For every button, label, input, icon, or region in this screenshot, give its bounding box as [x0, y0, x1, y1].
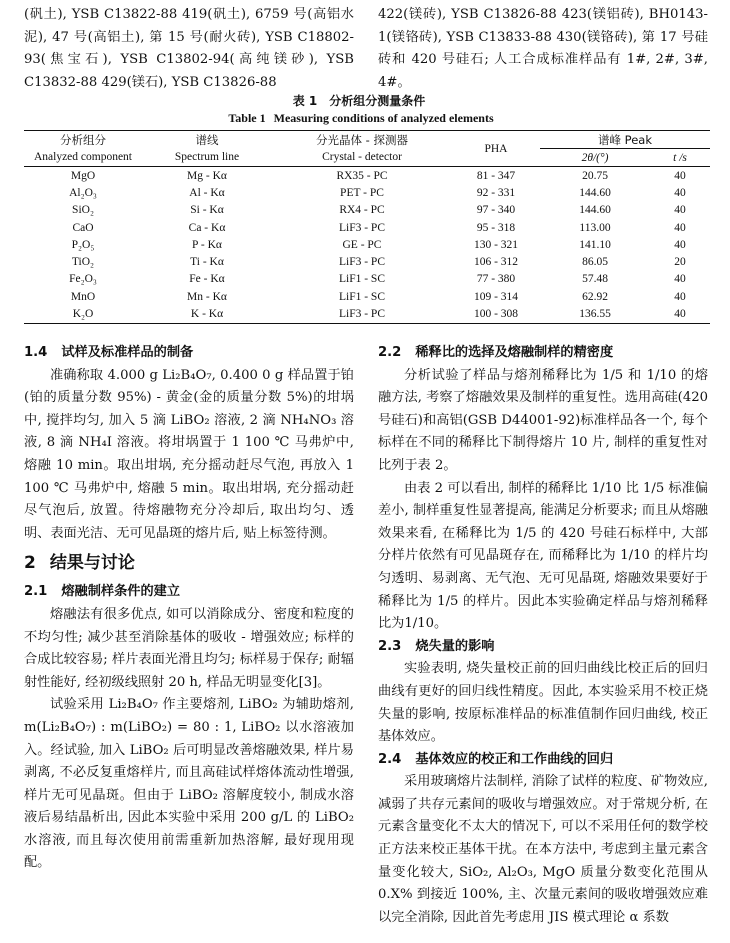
header-pha: PHA: [452, 131, 540, 167]
section-number: 2.4: [378, 751, 402, 767]
header-two-theta: 2θ/(°): [540, 149, 650, 167]
crystal-detector-cell: LiF1 - SC: [338, 273, 385, 286]
header-crystal-en: Crystal - detector: [272, 149, 452, 167]
pha-cell: 109 - 314: [473, 290, 519, 303]
time-cell: 40: [650, 305, 710, 323]
component-cell: K₂O: [24, 305, 142, 323]
crystal-detector-cell: LiF3 - PC: [272, 305, 452, 323]
section-2-2-heading: [378, 342, 708, 365]
time-cell: 40: [674, 273, 686, 286]
section-number: 2.3: [378, 638, 402, 654]
crystal-detector-cell: PET - PC: [340, 186, 384, 199]
component-cell: Al₂O₃: [69, 186, 97, 199]
crystal-detector-cell: LiF3 - PC: [338, 221, 385, 234]
crystal-detector-cell: GE - PC: [342, 238, 382, 251]
spectrum-line-cell: Mg - Kα: [187, 169, 227, 182]
section-title: 烧失量的影响: [415, 638, 495, 654]
section-2-heading: [24, 547, 354, 579]
time-cell: 40: [674, 290, 686, 303]
section-2-2-paragraph-1: 分析试验了样品与熔剂稀释比为 1/5 和 1/10 的熔融方法, 考察了熔融效果及制样的重复性。选用高硅(420 号硅石)和高铝(GSB D44001-92)标准样品各一个, 每个标样在不同的稀释比下制得熔片 10 片, 制样的重复性对比列于表 2。: [378, 367, 708, 473]
section-number: 1.4: [24, 345, 48, 360]
section-2-1-paragraph-1: 熔融法有很多优点, 如可以消除成分、密度和粒度的不均匀性; 减少甚至消除基体的吸收 - 增强效应; 标样的合成比较容易; 样片表面光滑且均匀; 标样易于保存; 耐辐射性能好, 经初级线照射 20 h, 样品无明显变化[3]。: [24, 606, 354, 690]
table-row: [24, 253, 710, 270]
table-row: [24, 236, 710, 253]
component-cell: MgO: [70, 169, 96, 182]
section-2-3-heading: [378, 636, 708, 659]
top-right-column: [378, 4, 708, 94]
two-theta-cell: 141.10: [579, 238, 611, 251]
top-left-paragraph: (矾土), YSB C13822-88 419(矾土), 6759 号(高铝水泥), 47 号(高铝土), 第 15 号(耐火砖), YSB C18802-93(焦宝石), YSB C13802-94(高纯镁砂), YSB C13832-88 429(镁石), YSB C13826-88: [24, 7, 354, 90]
table-row: [24, 202, 710, 219]
section-number: 2.1: [24, 584, 48, 600]
table-number-cn: 表 1: [292, 94, 318, 108]
table-row: [24, 288, 710, 305]
table-body: [24, 167, 710, 324]
time-cell: 40: [674, 238, 686, 251]
top-right-paragraph: 422(镁砖), YSB C13826-88 423(镁铝砖), BH0143-1(镁铬砖), YSB C13833-88 430(镁铬砖), 第 17 号硅砖和 420 号硅石; 人工合成标准样品有 1#, 2#, 3#, 4#。: [378, 7, 708, 90]
table-title-en: Measuring conditions of analyzed elements: [273, 111, 494, 125]
crystal-detector-cell: RX4 - PC: [339, 204, 385, 217]
time-cell: 40: [674, 169, 686, 182]
time-cell: 40: [674, 204, 686, 217]
section-1-4-paragraph: 准确称取 4.000 g Li₂B₄O₇, 0.400 0 g 样品置于铂(铂的质量分数 95%) - 黄金(金的质量分数 5%)的坩埚中, 搅拌均匀, 加入 5 滴 LiBO₂ 溶液, 2 滴 NH₄NO₃ 溶液, 8 滴 NH₄I 溶液。将坩埚置于 1 100 ℃ 马弗炉中, 熔融 10 min。取出坩埚, 充分摇动赶尽气泡, 再放入 1 100 ℃ 马弗炉中, 熔融 5 min。取出坩埚, 充分摇动赶尽气泡后, 放置。待熔融物充分冷却后, 取出均匀、透明、表面光洁、无可见晶斑的熔片后, 贴上标签待测。: [24, 367, 354, 541]
table-number-en: Table 1: [228, 111, 266, 125]
section-2-1-paragraph-2: 试验采用 Li₂B₄O₇ 作主要熔剂, LiBO₂ 为辅助熔剂, m(Li₂B₄O₇) : m(LiBO₂) = 80 : 1, LiBO₂ 以水溶液加入。经试验, 加入 LiBO₂ 后可明显改善熔融效果, 样片易剥离, 不必反复重熔样片, 而且高硅试样熔体流动性增强, 样片无可见晶斑。但由于 LiBO₂ 溶解度较小, 制成水溶液后易结晶析出, 因此本实验中采用 200 g/L 的 LiBO₂ 水溶液, 而且每次使用前需重新加热溶解, 最好现用现配。: [24, 697, 354, 871]
table-row: [24, 271, 710, 288]
pha-cell: 77 - 380: [476, 273, 516, 286]
table-row: [24, 167, 710, 185]
crystal-detector-cell: RX35 - PC: [336, 169, 388, 182]
two-theta-cell: 57.48: [582, 273, 608, 286]
header-time: t /s: [650, 149, 710, 167]
section-title: 试样及标准样品的制备: [61, 345, 194, 360]
section-1-4-heading: [24, 342, 354, 365]
section-number: 2.2: [378, 345, 402, 360]
right-column: [378, 342, 708, 929]
header-line-en: Spectrum line: [142, 149, 272, 167]
section-title: 熔融制样条件的建立: [61, 584, 181, 600]
table-caption-cn: [0, 92, 730, 109]
section-2-4-heading: [378, 749, 708, 772]
crystal-detector-cell: LiF1 - SC: [338, 290, 385, 303]
section-title: 结果与讨论: [49, 553, 135, 574]
spectrum-line-cell: Fe - Kα: [189, 273, 225, 286]
table-title-cn: 分析组分测量条件: [329, 94, 426, 108]
two-theta-cell: 62.92: [582, 290, 608, 303]
section-2-3-paragraph: 实验表明, 烧失量校正前的回归曲线比校正后的回归曲线有更好的回归线性精度。因此, 本实验采用不校正烧失量的影响, 按原标准样品的标准值制作回归曲线, 校正基体效应。: [378, 661, 708, 745]
component-cell: TiO₂: [71, 256, 95, 269]
header-line-cn: 谱线: [142, 131, 272, 149]
component-cell: SiO₂: [72, 204, 94, 217]
two-theta-cell: 113.00: [579, 221, 611, 234]
spectrum-line-cell: K - Kα: [142, 305, 272, 323]
section-2-1-heading: [24, 581, 354, 604]
time-cell: 20: [674, 256, 686, 269]
section-2-2-paragraph-2: 由表 2 可以看出, 制样的稀释比 1/10 比 1/5 标准偏差小, 制样重复性显著提高, 能满足分析要求; 而且从熔融效果来看, 在稀释比为 1/5 的 420 号硅石标样中, 大部分样片依然有可见晶斑存在, 而稀释比为 1/10 的样片均匀透明、易剥离、无气泡、无可见晶斑, 熔融效果要好于稀释比为 1/5 的样片。因此本实验确定样品与熔剂稀释比为1/10。: [378, 480, 708, 632]
header-component-cn: 分析组分: [24, 131, 142, 149]
section-title: 稀释比的选择及熔融制样的精密度: [415, 345, 614, 360]
two-theta-cell: 20.75: [582, 169, 608, 182]
spectrum-line-cell: Mn - Kα: [187, 290, 227, 303]
measuring-conditions-table: [24, 130, 710, 324]
section-2-4-paragraph: 采用玻璃熔片法制样, 消除了试样的粒度、矿物效应, 减弱了共存元素间的吸收与增强效应。对于常规分析, 在元素含量变化不太大的情况下, 可以不采用任何的数学校正方法来校正基体干扰。在本方法中, 考虑到主量元素含量变化较大, SiO₂, Al₂O₃, MgO 质量分数变化范围从 0.X% 到接近 100%, 主、次量元素间的吸收增强效应难以完全消除, 因此首先考虑用 JIS 模式理论 α 系数: [378, 774, 708, 925]
spectrum-line-cell: P - Kα: [192, 238, 222, 251]
pha-cell: 81 - 347: [476, 169, 516, 182]
spectrum-line-cell: Ti - Kα: [190, 256, 224, 269]
spectrum-line-cell: Ca - Kα: [188, 221, 226, 234]
pha-cell: 92 - 331: [476, 186, 516, 199]
pha-cell: 97 - 340: [476, 204, 516, 217]
two-theta-cell: 144.60: [579, 186, 611, 199]
section-title: 基体效应的校正和工作曲线的回归: [415, 751, 614, 767]
pha-cell: 130 - 321: [473, 238, 519, 251]
pha-cell: 95 - 318: [476, 221, 516, 234]
pha-cell: 100 - 308: [452, 305, 540, 323]
header-crystal-cn: 分光晶体 - 探测器: [272, 131, 452, 149]
component-cell: Fe₂O₃: [69, 273, 97, 286]
two-theta-cell: 86.05: [582, 256, 608, 269]
spectrum-line-cell: Si - Kα: [190, 204, 224, 217]
spectrum-line-cell: Al - Kα: [189, 186, 225, 199]
component-cell: P₂O₅: [71, 238, 95, 251]
component-cell: MnO: [70, 290, 96, 303]
two-theta-cell: 136.55: [540, 305, 650, 323]
two-theta-cell: 144.60: [579, 204, 611, 217]
time-cell: 40: [674, 221, 686, 234]
header-component-en: Analyzed component: [24, 149, 142, 167]
header-peak: 谱峰 Peak: [540, 131, 710, 149]
top-left-column: [24, 4, 354, 94]
table-row: [24, 219, 710, 236]
table-caption-en: [0, 111, 730, 126]
pha-cell: 106 - 312: [473, 256, 519, 269]
table-row: [24, 305, 710, 323]
left-column: [24, 342, 354, 875]
crystal-detector-cell: LiF3 - PC: [338, 256, 385, 269]
table-row: [24, 184, 710, 201]
time-cell: 40: [674, 186, 686, 199]
component-cell: CaO: [72, 221, 94, 234]
section-number: 2: [24, 553, 36, 574]
